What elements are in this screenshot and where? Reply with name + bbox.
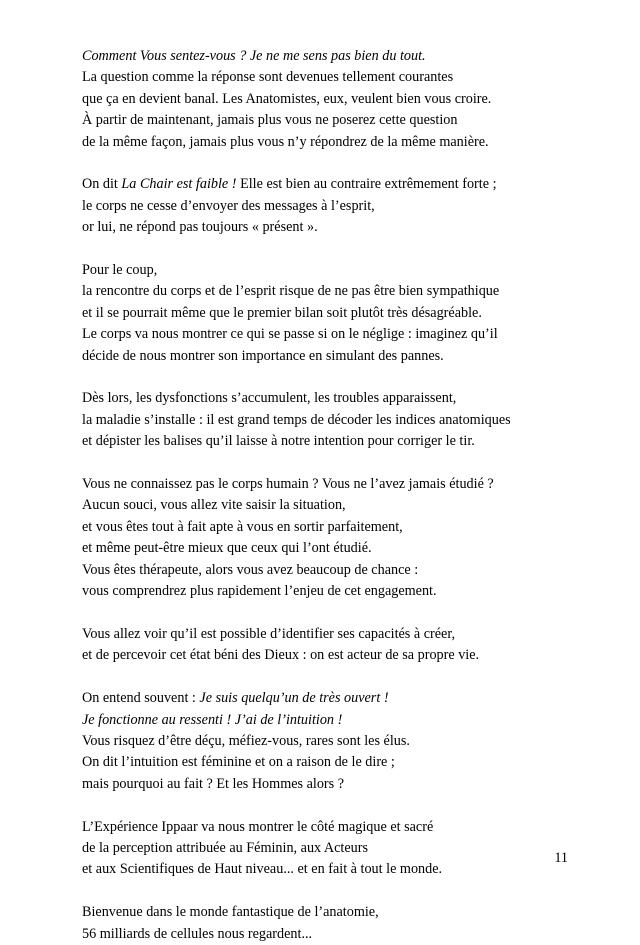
text-span: le corps ne cesse d’envoyer des messages à l’esprit, <box>82 197 375 214</box>
text-line <box>82 538 568 559</box>
paragraph <box>82 474 568 602</box>
text-line <box>82 774 568 795</box>
text-span: À partir de maintenant, jamais plus vous ne poserez cette question <box>82 112 458 129</box>
paragraph <box>82 46 568 153</box>
text-span: On dit <box>82 176 122 193</box>
text-span: Vous êtes thérapeute, alors vous avez beaucoup de chance : <box>82 561 419 578</box>
text-line <box>82 924 568 945</box>
text-span: et de percevoir cet état béni des Dieux : on est acteur de sa propre vie. <box>82 647 480 664</box>
text-line <box>82 388 568 409</box>
text-line <box>82 260 568 281</box>
text-line <box>82 303 568 324</box>
paragraph <box>82 817 568 881</box>
text-span: et il se pourrait même que le premier bilan soit plutôt très désagréable. <box>82 304 482 321</box>
text-span-italic: Je fonctionne au ressenti ! J’ai de l’intuition ! <box>82 711 343 728</box>
text-span: Aucun souci, vous allez vite saisir la situation, <box>82 497 346 514</box>
text-span: que ça en devient banal. Les Anatomistes, eux, veulent bien vous croire. <box>82 90 492 107</box>
paragraph <box>82 902 568 945</box>
text-line <box>82 89 568 110</box>
text-span: et dépister les balises qu’il laisse à notre intention pour corriger le tir. <box>82 433 475 450</box>
page-number: 11 <box>554 850 568 866</box>
text-span: On dit l’intuition est féminine et on a raison de le dire ; <box>82 754 395 771</box>
text-line <box>82 731 568 752</box>
text-line <box>82 859 568 880</box>
paragraph <box>82 688 568 795</box>
text-line <box>82 132 568 153</box>
text-span: Dès lors, les dysfonctions s’accumulent, les troubles apparaissent, <box>82 390 457 407</box>
text-line <box>82 281 568 302</box>
text-line <box>82 710 568 731</box>
text-span-italic: La Chair est faible ! <box>121 176 237 193</box>
text-line <box>82 838 568 859</box>
text-line <box>82 346 568 367</box>
text-line <box>82 688 568 709</box>
text-span: de la même façon, jamais plus vous n’y répondrez de la même manière. <box>82 133 489 150</box>
text-span: décide de nous montrer son importance en simulant des pannes. <box>82 347 444 364</box>
text-span: la maladie s’installe : il est grand temps de décoder les indices anatomiques <box>82 411 511 428</box>
text-span-italic: Comment Vous sentez-vous ? Je ne me sens pas bien du tout. <box>82 48 426 64</box>
text-span: la rencontre du corps et de l’esprit risque de ne pas être bien sympathique <box>82 283 500 300</box>
text-line <box>82 196 568 217</box>
text-line <box>82 581 568 602</box>
text-span: Elle est bien au contraire extrêmement forte ; <box>236 176 497 193</box>
paragraph <box>82 388 568 452</box>
text-span: de la perception attribuée au Féminin, aux Acteurs <box>82 839 369 856</box>
text-line <box>82 817 568 838</box>
text-span: Pour le coup, <box>82 262 158 279</box>
text-line <box>82 217 568 238</box>
text-span: Le corps va nous montrer ce qui se passe si on le néglige : imaginez qu’il <box>82 326 498 343</box>
text-line <box>82 495 568 516</box>
text-line <box>82 474 568 495</box>
text-span: L’Expérience Ippaar va nous montrer le côté magique et sacré <box>82 818 434 835</box>
text-line <box>82 902 568 923</box>
text-span: et aux Scientifiques de Haut niveau... et en fait à tout le monde. <box>82 861 443 878</box>
text-span: mais pourquoi au fait ? Et les Hommes alors ? <box>82 775 345 792</box>
text-line <box>82 46 568 67</box>
text-span: Vous allez voir qu’il est possible d’identifier ses capacités à créer, <box>82 625 456 642</box>
text-line <box>82 67 568 88</box>
text-line <box>82 517 568 538</box>
text-span: vous comprendrez plus rapidement l’enjeu de cet engagement. <box>82 583 437 600</box>
text-line <box>82 410 568 431</box>
text-span: et vous êtes tout à fait apte à vous en sortir parfaitement, <box>82 518 403 535</box>
text-line <box>82 431 568 452</box>
paragraph <box>82 174 568 238</box>
paragraph <box>82 260 568 367</box>
text-span: Vous ne connaissez pas le corps humain ? Vous ne l’avez jamais étudié ? <box>82 476 494 493</box>
text-span: Bienvenue dans le monde fantastique de l’anatomie, <box>82 904 379 921</box>
text-span: La question comme la réponse sont devenues tellement courantes <box>82 69 454 86</box>
paragraph <box>82 624 568 667</box>
page-body <box>82 46 568 945</box>
text-line <box>82 560 568 581</box>
text-line <box>82 174 568 195</box>
text-span: Vous risquez d’être déçu, méfiez-vous, rares sont les élus. <box>82 732 410 749</box>
text-span: or lui, ne répond pas toujours « présent ». <box>82 219 318 236</box>
text-span: 56 milliards de cellules nous regardent... <box>82 925 313 942</box>
text-line <box>82 624 568 645</box>
text-line <box>82 645 568 666</box>
text-span: On entend souvent : <box>82 690 200 707</box>
text-span: et même peut-être mieux que ceux qui l’ont étudié. <box>82 540 372 557</box>
text-line <box>82 110 568 131</box>
text-line <box>82 752 568 773</box>
text-span-italic: Je suis quelqu’un de très ouvert ! <box>199 690 389 707</box>
text-line <box>82 324 568 345</box>
